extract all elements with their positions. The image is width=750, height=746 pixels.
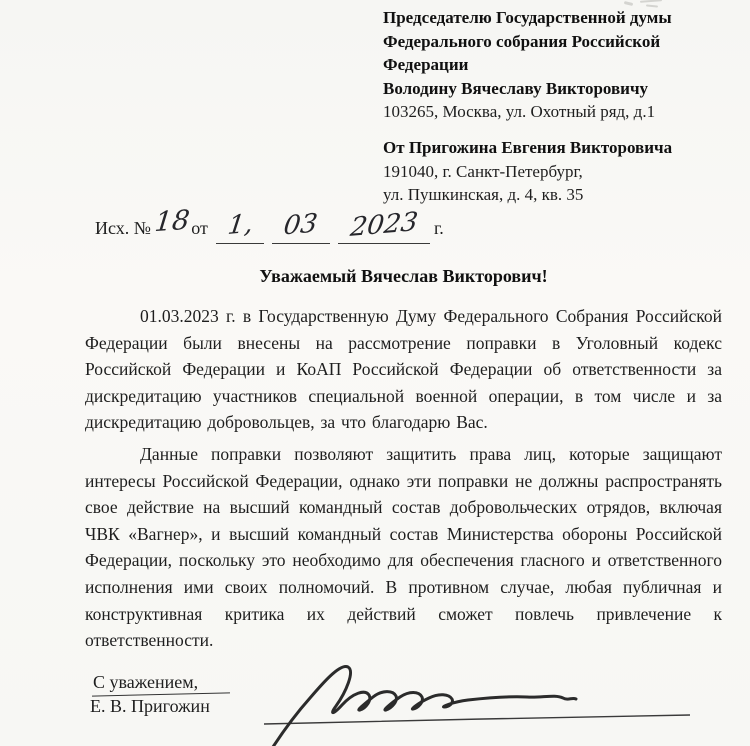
recipient-line: Председателю Государственной думы	[383, 8, 672, 27]
date-day-handwritten: 1,	[225, 208, 255, 242]
recipient-address: 103265, Москва, ул. Охотный ряд, д.1	[383, 102, 656, 121]
paragraph-2: Данные поправки позволяют защитить права лиц, которые защищают интересы Российской Федерации, однако эти поправки не должны распространять свое действие на высший командный состав добровольческих отрядов, включая ЧВК «Вагнер», и высший командный состав Министерства обороны Российской Федерации, поскольку это необходимо для обеспечения гласного и ответственного исполнения ими своих полномочий. В противном случае, любая публичная и конструктивная критика их действий сможет повлечь привлечение к ответственности.	[85, 443, 722, 651]
date-blank-day	[216, 208, 264, 244]
date-blank-year	[338, 207, 430, 244]
recipient-block	[383, 6, 728, 124]
date-year-handwritten: 2023	[348, 207, 420, 243]
paragraph-1: 01.03.2023 г. в Государственную Думу Федерального Собрания Российской Федерации были внесены на рассмотрение поправки в Уголовный кодекс Российской Федерации и КоАП Российской Федерации об ответственности за дискредитацию участников специальной военной операции, в том числе и за дискредитацию добровольцев, за что благодарю Вас.	[85, 306, 722, 433]
recipient-line: Федерации	[383, 55, 469, 74]
closing-phrase: С уважением,	[93, 672, 199, 692]
sender-name: От Пригожина Евгения Викторовича	[383, 138, 673, 157]
salutation: Уважаемый Вячеслав Викторович!	[259, 266, 548, 286]
date-month-handwritten: 03	[282, 208, 320, 242]
date-blank-month	[272, 208, 330, 244]
signature-underline	[264, 715, 690, 724]
sender-block	[383, 136, 728, 207]
reference-ot-label: от	[191, 218, 208, 238]
signature-printed-name: Е. В. Пригожин	[90, 696, 210, 716]
recipient-line: Федерального собрания Российской	[383, 31, 661, 51]
sender-address-line: ул. Пушкинская, д. 4, кв. 35	[383, 185, 584, 204]
reference-prefix: Исх. №	[95, 218, 151, 238]
outgoing-reference-line	[95, 204, 444, 243]
reference-suffix: г.	[433, 218, 444, 238]
reference-number-handwritten: 18	[153, 204, 192, 239]
recipient-name: Володину Вячеславу Викторовичу	[383, 78, 649, 98]
signature-scrawl	[222, 650, 702, 746]
sender-address-line: 191040, г. Санкт-Петербург,	[383, 161, 583, 181]
letter-body	[85, 303, 722, 659]
